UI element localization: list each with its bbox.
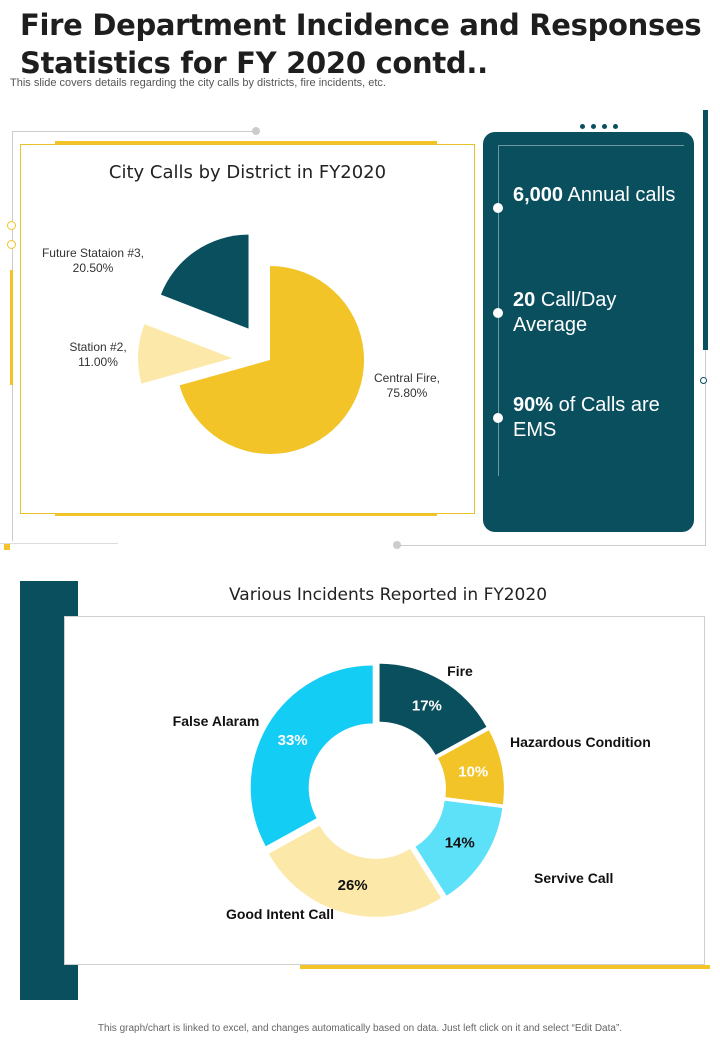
decorative-yellow-side <box>10 270 13 385</box>
donut-value-good-intent-call: 26% <box>337 876 368 894</box>
stat-bullet-2 <box>493 308 503 318</box>
donut-value-fire: 17% <box>411 697 442 715</box>
stat-text: of Calls are EMS <box>513 394 660 441</box>
donut-label-servive-call: Servive Call <box>534 870 614 886</box>
footer-note: This graph/chart is linked to excel, and changes automatically based on data. Just left click on it and select “Edit Data”. <box>97 1023 623 1034</box>
stat-annual-calls <box>513 183 683 208</box>
decorative-ring-1 <box>7 221 16 230</box>
stat-value: 90% <box>513 394 554 416</box>
pie-slice-future-stataion-3 <box>161 235 249 329</box>
donut-value-hazardous-condition: 10% <box>458 763 489 781</box>
decorative-ring-2 <box>7 240 16 249</box>
stat-bullet-3 <box>493 413 503 423</box>
stat-value: 20 <box>513 289 536 311</box>
incidents-chart-title: Various Incidents Reported in FY2020 <box>228 585 548 605</box>
pie-label-future-stataion-3: Future Stataion #3, 20.50% <box>41 246 145 275</box>
stat-text: Call/Day Average <box>513 289 617 336</box>
donut-label-false-alaram: False Alaram <box>172 713 260 729</box>
decorative-ring-right <box>700 377 707 384</box>
decorative-line-bottom-right <box>398 545 706 546</box>
donut-label-fire: Fire <box>447 663 473 679</box>
donut-slice-good-intent-call <box>269 826 441 917</box>
city-calls-pie-chart <box>20 144 475 514</box>
stat-ems-calls <box>513 393 683 443</box>
donut-label-hazardous-condition: Hazardous Condition <box>510 734 651 750</box>
donut-slice-false-alaram <box>251 665 373 846</box>
pie-label-station-2: Station #2, 11.00% <box>69 340 127 369</box>
donut-value-false-alaram: 33% <box>277 732 308 750</box>
stat-calls-per-day <box>513 288 683 338</box>
stat-text: Annual calls <box>567 184 676 206</box>
decorative-yellow-bar-incidents <box>300 965 710 969</box>
page-subtitle: This slide covers details regarding the city calls by districts, fire incidents, etc. <box>10 77 386 89</box>
incidents-donut-chart <box>64 616 705 965</box>
decorative-square <box>4 544 10 550</box>
decorative-line-bottom <box>0 543 118 544</box>
decorative-dot-bottom <box>393 541 401 549</box>
decorative-teal-side <box>703 110 708 350</box>
donut-label-good-intent-call: Good Intent Call <box>225 906 335 922</box>
stat-value: 6,000 <box>513 184 564 206</box>
pie-label-central-fire: Central Fire, 75.80% <box>373 371 441 400</box>
page-title: Fire Department Incidence and Responses Statistics for FY 2020 contd.. <box>20 8 702 80</box>
decorative-dot-top <box>252 127 260 135</box>
donut-value-servive-call: 14% <box>444 834 475 852</box>
decorative-line-top <box>12 131 257 132</box>
city-calls-chart-title: City Calls by District in FY2020 <box>108 162 387 183</box>
stat-bullet-1 <box>493 203 503 213</box>
